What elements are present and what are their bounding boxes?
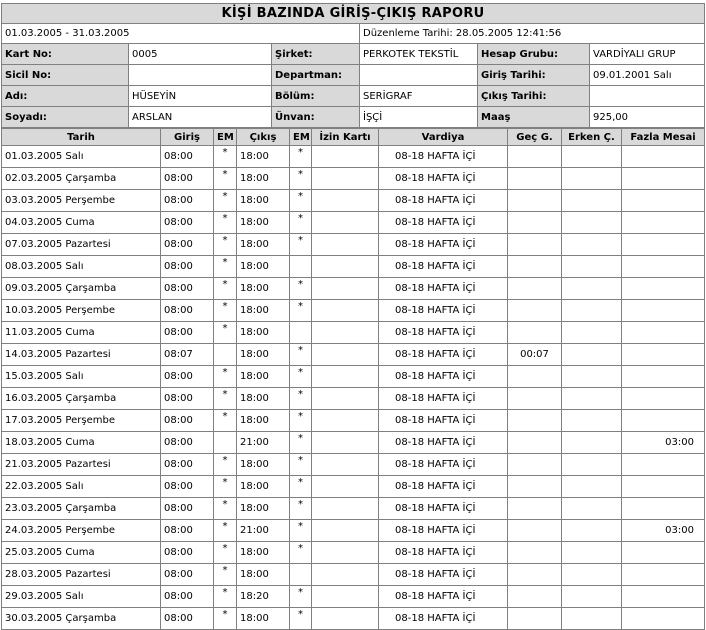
cell-em-2: * [290, 212, 312, 234]
cell-vardiya: 08-18 HAFTA İÇİ [379, 432, 508, 454]
cell-em-1: * [214, 300, 237, 322]
giris-tarihi-label: Giriş Tarihi: [478, 65, 590, 86]
cell-giris: 08:00 [161, 146, 214, 168]
cell-tarih: 09.03.2005 Çarşamba [2, 278, 161, 300]
cell-em-1: * [214, 146, 237, 168]
cell-vardiya: 08-18 HAFTA İÇİ [379, 564, 508, 586]
cell-giris: 08:00 [161, 388, 214, 410]
cell-fazla-mesai [622, 586, 705, 608]
table-row [2, 410, 705, 432]
unvan-value: İŞÇİ [360, 107, 478, 128]
cell-gec-g [508, 190, 562, 212]
cell-em-1: * [214, 454, 237, 476]
cell-izin-karti [312, 564, 379, 586]
cell-tarih: 22.03.2005 Salı [2, 476, 161, 498]
sicil-no-value [129, 65, 272, 86]
cell-fazla-mesai [622, 146, 705, 168]
cell-erken-c [562, 498, 622, 520]
cell-vardiya: 08-18 HAFTA İÇİ [379, 168, 508, 190]
cell-izin-karti [312, 322, 379, 344]
cell-erken-c [562, 608, 622, 630]
col-fazla-mesai: Fazla Mesai [622, 129, 705, 146]
col-gec-g: Geç G. [508, 129, 562, 146]
cell-cikis: 21:00 [237, 432, 290, 454]
cell-vardiya: 08-18 HAFTA İÇİ [379, 278, 508, 300]
table-row [2, 366, 705, 388]
cell-izin-karti [312, 168, 379, 190]
cell-vardiya: 08-18 HAFTA İÇİ [379, 212, 508, 234]
cell-izin-karti [312, 454, 379, 476]
cell-fazla-mesai [622, 278, 705, 300]
cell-fazla-mesai [622, 212, 705, 234]
cell-erken-c [562, 388, 622, 410]
cell-giris: 08:00 [161, 366, 214, 388]
cell-fazla-mesai: 03:00 [622, 432, 705, 454]
cell-em-2: * [290, 586, 312, 608]
cell-tarih: 25.03.2005 Cuma [2, 542, 161, 564]
cell-tarih: 08.03.2005 Salı [2, 256, 161, 278]
cell-erken-c [562, 520, 622, 542]
cell-erken-c [562, 168, 622, 190]
cell-gec-g [508, 146, 562, 168]
cell-tarih: 15.03.2005 Salı [2, 366, 161, 388]
cell-izin-karti [312, 432, 379, 454]
cell-gec-g [508, 542, 562, 564]
cell-izin-karti [312, 278, 379, 300]
cell-tarih: 03.03.2005 Perşembe [2, 190, 161, 212]
sirket-value: PERKOTEK TEKSTİL [360, 44, 478, 65]
cell-em-1: * [214, 234, 237, 256]
cell-izin-karti [312, 542, 379, 564]
cell-em-1: * [214, 190, 237, 212]
cell-cikis: 18:00 [237, 564, 290, 586]
cell-em-1: * [214, 542, 237, 564]
cell-fazla-mesai [622, 168, 705, 190]
cell-vardiya: 08-18 HAFTA İÇİ [379, 520, 508, 542]
cell-gec-g [508, 586, 562, 608]
cell-fazla-mesai [622, 234, 705, 256]
cell-izin-karti [312, 234, 379, 256]
cell-izin-karti [312, 212, 379, 234]
cell-erken-c [562, 322, 622, 344]
cell-tarih: 14.03.2005 Pazartesi [2, 344, 161, 366]
col-em-1: EM [214, 129, 237, 146]
cell-vardiya: 08-18 HAFTA İÇİ [379, 498, 508, 520]
cell-em-2: * [290, 498, 312, 520]
col-em-2: EM [290, 129, 312, 146]
cell-tarih: 30.03.2005 Çarşamba [2, 608, 161, 630]
cell-fazla-mesai [622, 256, 705, 278]
cell-em-1: * [214, 498, 237, 520]
cell-em-2: * [290, 190, 312, 212]
cell-gec-g [508, 300, 562, 322]
adi-label: Adı: [2, 86, 129, 107]
cell-gec-g [508, 366, 562, 388]
cell-em-2: * [290, 366, 312, 388]
report-header-table [1, 3, 705, 128]
cell-erken-c [562, 432, 622, 454]
cell-tarih: 23.03.2005 Çarşamba [2, 498, 161, 520]
table-row [2, 520, 705, 542]
cell-cikis: 18:00 [237, 322, 290, 344]
table-row [2, 190, 705, 212]
hesap-grubu-label: Hesap Grubu: [478, 44, 590, 65]
cell-tarih: 17.03.2005 Perşembe [2, 410, 161, 432]
cell-erken-c [562, 344, 622, 366]
cell-erken-c [562, 190, 622, 212]
cell-fazla-mesai [622, 564, 705, 586]
cell-giris: 08:00 [161, 234, 214, 256]
cell-cikis: 18:00 [237, 454, 290, 476]
cell-gec-g [508, 410, 562, 432]
cell-gec-g: 00:07 [508, 344, 562, 366]
cikis-tarihi-label: Çıkış Tarihi: [478, 86, 590, 107]
cell-vardiya: 08-18 HAFTA İÇİ [379, 366, 508, 388]
cell-em-1: * [214, 212, 237, 234]
cell-giris: 08:00 [161, 432, 214, 454]
table-row [2, 300, 705, 322]
cell-gec-g [508, 476, 562, 498]
cell-erken-c [562, 278, 622, 300]
table-row [2, 586, 705, 608]
cell-giris: 08:00 [161, 498, 214, 520]
table-row [2, 608, 705, 630]
cell-em-2: * [290, 234, 312, 256]
cell-cikis: 18:00 [237, 498, 290, 520]
cell-em-2: * [290, 146, 312, 168]
cell-erken-c [562, 454, 622, 476]
sicil-no-label: Sicil No: [2, 65, 129, 86]
cell-erken-c [562, 476, 622, 498]
hesap-grubu-value: VARDİYALI GRUP [590, 44, 705, 65]
cell-izin-karti [312, 520, 379, 542]
cell-giris: 08:00 [161, 410, 214, 432]
cikis-tarihi-value [590, 86, 705, 107]
cell-gec-g [508, 168, 562, 190]
cell-giris: 08:00 [161, 300, 214, 322]
cell-fazla-mesai [622, 190, 705, 212]
cell-giris: 08:07 [161, 344, 214, 366]
table-row [2, 322, 705, 344]
cell-gec-g [508, 454, 562, 476]
cell-tarih: 07.03.2005 Pazartesi [2, 234, 161, 256]
cell-giris: 08:00 [161, 564, 214, 586]
cell-cikis: 18:00 [237, 410, 290, 432]
cell-giris: 08:00 [161, 520, 214, 542]
cell-vardiya: 08-18 HAFTA İÇİ [379, 454, 508, 476]
table-row [2, 564, 705, 586]
table-row [2, 542, 705, 564]
cell-fazla-mesai [622, 300, 705, 322]
cell-giris: 08:00 [161, 454, 214, 476]
kart-no-label: Kart No: [2, 44, 129, 65]
cell-erken-c [562, 146, 622, 168]
table-row [2, 146, 705, 168]
cell-em-1: * [214, 564, 237, 586]
cell-giris: 08:00 [161, 190, 214, 212]
report [1, 3, 704, 630]
cell-izin-karti [312, 256, 379, 278]
cell-izin-karti [312, 498, 379, 520]
cell-tarih: 02.03.2005 Çarşamba [2, 168, 161, 190]
cell-erken-c [562, 256, 622, 278]
cell-em-2: * [290, 168, 312, 190]
cell-em-1 [214, 432, 237, 454]
cell-em-2: * [290, 388, 312, 410]
cell-em-1: * [214, 322, 237, 344]
cell-vardiya: 08-18 HAFTA İÇİ [379, 388, 508, 410]
cell-gec-g [508, 432, 562, 454]
kart-no-value: 0005 [129, 44, 272, 65]
cell-em-1: * [214, 586, 237, 608]
cell-vardiya: 08-18 HAFTA İÇİ [379, 256, 508, 278]
cell-fazla-mesai: 03:00 [622, 520, 705, 542]
table-row [2, 498, 705, 520]
cell-cikis: 18:00 [237, 190, 290, 212]
cell-vardiya: 08-18 HAFTA İÇİ [379, 146, 508, 168]
giris-tarihi-value: 09.01.2001 Salı [590, 65, 705, 86]
cell-em-2: * [290, 542, 312, 564]
cell-cikis: 18:00 [237, 344, 290, 366]
cell-izin-karti [312, 366, 379, 388]
cell-erken-c [562, 300, 622, 322]
col-cikis: Çıkış [237, 129, 290, 146]
cell-vardiya: 08-18 HAFTA İÇİ [379, 344, 508, 366]
table-row [2, 234, 705, 256]
cell-gec-g [508, 256, 562, 278]
cell-giris: 08:00 [161, 278, 214, 300]
cell-gec-g [508, 608, 562, 630]
table-row [2, 212, 705, 234]
cell-erken-c [562, 212, 622, 234]
cell-em-2: * [290, 432, 312, 454]
departman-value [360, 65, 478, 86]
col-erken-c: Erken Ç. [562, 129, 622, 146]
cell-vardiya: 08-18 HAFTA İÇİ [379, 410, 508, 432]
cell-em-1 [214, 344, 237, 366]
col-izin-karti: İzin Kartı [312, 129, 379, 146]
cell-fazla-mesai [622, 366, 705, 388]
bolum-label: Bölüm: [272, 86, 360, 107]
cell-fazla-mesai [622, 608, 705, 630]
cell-vardiya: 08-18 HAFTA İÇİ [379, 234, 508, 256]
cell-izin-karti [312, 586, 379, 608]
cell-cikis: 18:00 [237, 300, 290, 322]
cell-cikis: 18:00 [237, 542, 290, 564]
maas-value: 925,00 [590, 107, 705, 128]
cell-izin-karti [312, 476, 379, 498]
col-tarih: Tarih [2, 129, 161, 146]
cell-cikis: 21:00 [237, 520, 290, 542]
cell-gec-g [508, 388, 562, 410]
cell-em-2 [290, 256, 312, 278]
cell-fazla-mesai [622, 344, 705, 366]
cell-gec-g [508, 234, 562, 256]
adi-value: HÜSEYİN [129, 86, 272, 107]
cell-vardiya: 08-18 HAFTA İÇİ [379, 322, 508, 344]
cell-izin-karti [312, 410, 379, 432]
cell-tarih: 21.03.2005 Pazartesi [2, 454, 161, 476]
cell-tarih: 11.03.2005 Cuma [2, 322, 161, 344]
bolum-value: SERİGRAF [360, 86, 478, 107]
cell-fazla-mesai [622, 410, 705, 432]
table-row [2, 432, 705, 454]
cell-em-1: * [214, 366, 237, 388]
cell-em-1: * [214, 520, 237, 542]
attendance-table [1, 128, 705, 630]
cell-tarih: 16.03.2005 Çarşamba [2, 388, 161, 410]
cell-cikis: 18:00 [237, 278, 290, 300]
cell-cikis: 18:00 [237, 366, 290, 388]
cell-fazla-mesai [622, 476, 705, 498]
table-row [2, 256, 705, 278]
cell-tarih: 29.03.2005 Salı [2, 586, 161, 608]
cell-erken-c [562, 410, 622, 432]
cell-fazla-mesai [622, 542, 705, 564]
cell-cikis: 18:00 [237, 476, 290, 498]
cell-tarih: 01.03.2005 Salı [2, 146, 161, 168]
table-row [2, 278, 705, 300]
cell-erken-c [562, 586, 622, 608]
cell-em-1: * [214, 608, 237, 630]
cell-vardiya: 08-18 HAFTA İÇİ [379, 608, 508, 630]
cell-tarih: 10.03.2005 Perşembe [2, 300, 161, 322]
cell-izin-karti [312, 190, 379, 212]
table-row [2, 344, 705, 366]
date-range: 01.03.2005 - 31.03.2005 [2, 24, 360, 44]
cell-fazla-mesai [622, 454, 705, 476]
soyadi-value: ARSLAN [129, 107, 272, 128]
cell-izin-karti [312, 608, 379, 630]
cell-gec-g [508, 498, 562, 520]
cell-em-1: * [214, 410, 237, 432]
cell-em-1: * [214, 388, 237, 410]
cell-fazla-mesai [622, 388, 705, 410]
cell-cikis: 18:00 [237, 608, 290, 630]
cell-izin-karti [312, 388, 379, 410]
cell-em-2 [290, 322, 312, 344]
cell-cikis: 18:00 [237, 388, 290, 410]
cell-em-2: * [290, 454, 312, 476]
cell-giris: 08:00 [161, 256, 214, 278]
cell-erken-c [562, 564, 622, 586]
table-row [2, 168, 705, 190]
cell-em-2: * [290, 410, 312, 432]
col-giris: Giriş [161, 129, 214, 146]
cell-tarih: 24.03.2005 Perşembe [2, 520, 161, 542]
cell-em-2: * [290, 476, 312, 498]
cell-cikis: 18:00 [237, 146, 290, 168]
cell-erken-c [562, 366, 622, 388]
cell-em-1: * [214, 256, 237, 278]
cell-gec-g [508, 520, 562, 542]
table-row [2, 454, 705, 476]
cell-giris: 08:00 [161, 586, 214, 608]
unvan-label: Ünvan: [272, 107, 360, 128]
cell-giris: 08:00 [161, 168, 214, 190]
cell-izin-karti [312, 146, 379, 168]
edit-date: Düzenleme Tarihi: 28.05.2005 12:41:56 [360, 24, 705, 44]
cell-em-1: * [214, 278, 237, 300]
cell-tarih: 04.03.2005 Cuma [2, 212, 161, 234]
cell-giris: 08:00 [161, 322, 214, 344]
col-vardiya: Vardiya [379, 129, 508, 146]
cell-em-1: * [214, 476, 237, 498]
cell-gec-g [508, 212, 562, 234]
cell-gec-g [508, 322, 562, 344]
cell-tarih: 18.03.2005 Cuma [2, 432, 161, 454]
cell-fazla-mesai [622, 322, 705, 344]
report-title: KİŞİ BAZINDA GİRİŞ-ÇIKIŞ RAPORU [2, 4, 705, 24]
cell-giris: 08:00 [161, 476, 214, 498]
cell-giris: 08:00 [161, 608, 214, 630]
maas-label: Maaş [478, 107, 590, 128]
table-header [2, 129, 705, 146]
cell-cikis: 18:00 [237, 212, 290, 234]
cell-em-2 [290, 564, 312, 586]
departman-label: Departman: [272, 65, 360, 86]
soyadi-label: Soyadı: [2, 107, 129, 128]
cell-em-2: * [290, 278, 312, 300]
cell-izin-karti [312, 344, 379, 366]
cell-erken-c [562, 542, 622, 564]
cell-vardiya: 08-18 HAFTA İÇİ [379, 542, 508, 564]
cell-izin-karti [312, 300, 379, 322]
cell-cikis: 18:00 [237, 168, 290, 190]
cell-gec-g [508, 564, 562, 586]
cell-cikis: 18:20 [237, 586, 290, 608]
cell-em-2: * [290, 300, 312, 322]
cell-vardiya: 08-18 HAFTA İÇİ [379, 586, 508, 608]
cell-cikis: 18:00 [237, 256, 290, 278]
table-row [2, 476, 705, 498]
cell-tarih: 28.03.2005 Pazartesi [2, 564, 161, 586]
cell-erken-c [562, 234, 622, 256]
cell-em-1: * [214, 168, 237, 190]
cell-giris: 08:00 [161, 212, 214, 234]
cell-giris: 08:00 [161, 542, 214, 564]
cell-vardiya: 08-18 HAFTA İÇİ [379, 190, 508, 212]
table-body [2, 146, 705, 630]
sirket-label: Şirket: [272, 44, 360, 65]
cell-em-2: * [290, 608, 312, 630]
cell-em-2: * [290, 520, 312, 542]
cell-vardiya: 08-18 HAFTA İÇİ [379, 300, 508, 322]
cell-cikis: 18:00 [237, 234, 290, 256]
cell-fazla-mesai [622, 498, 705, 520]
cell-em-2: * [290, 344, 312, 366]
cell-vardiya: 08-18 HAFTA İÇİ [379, 476, 508, 498]
table-row [2, 388, 705, 410]
cell-gec-g [508, 278, 562, 300]
